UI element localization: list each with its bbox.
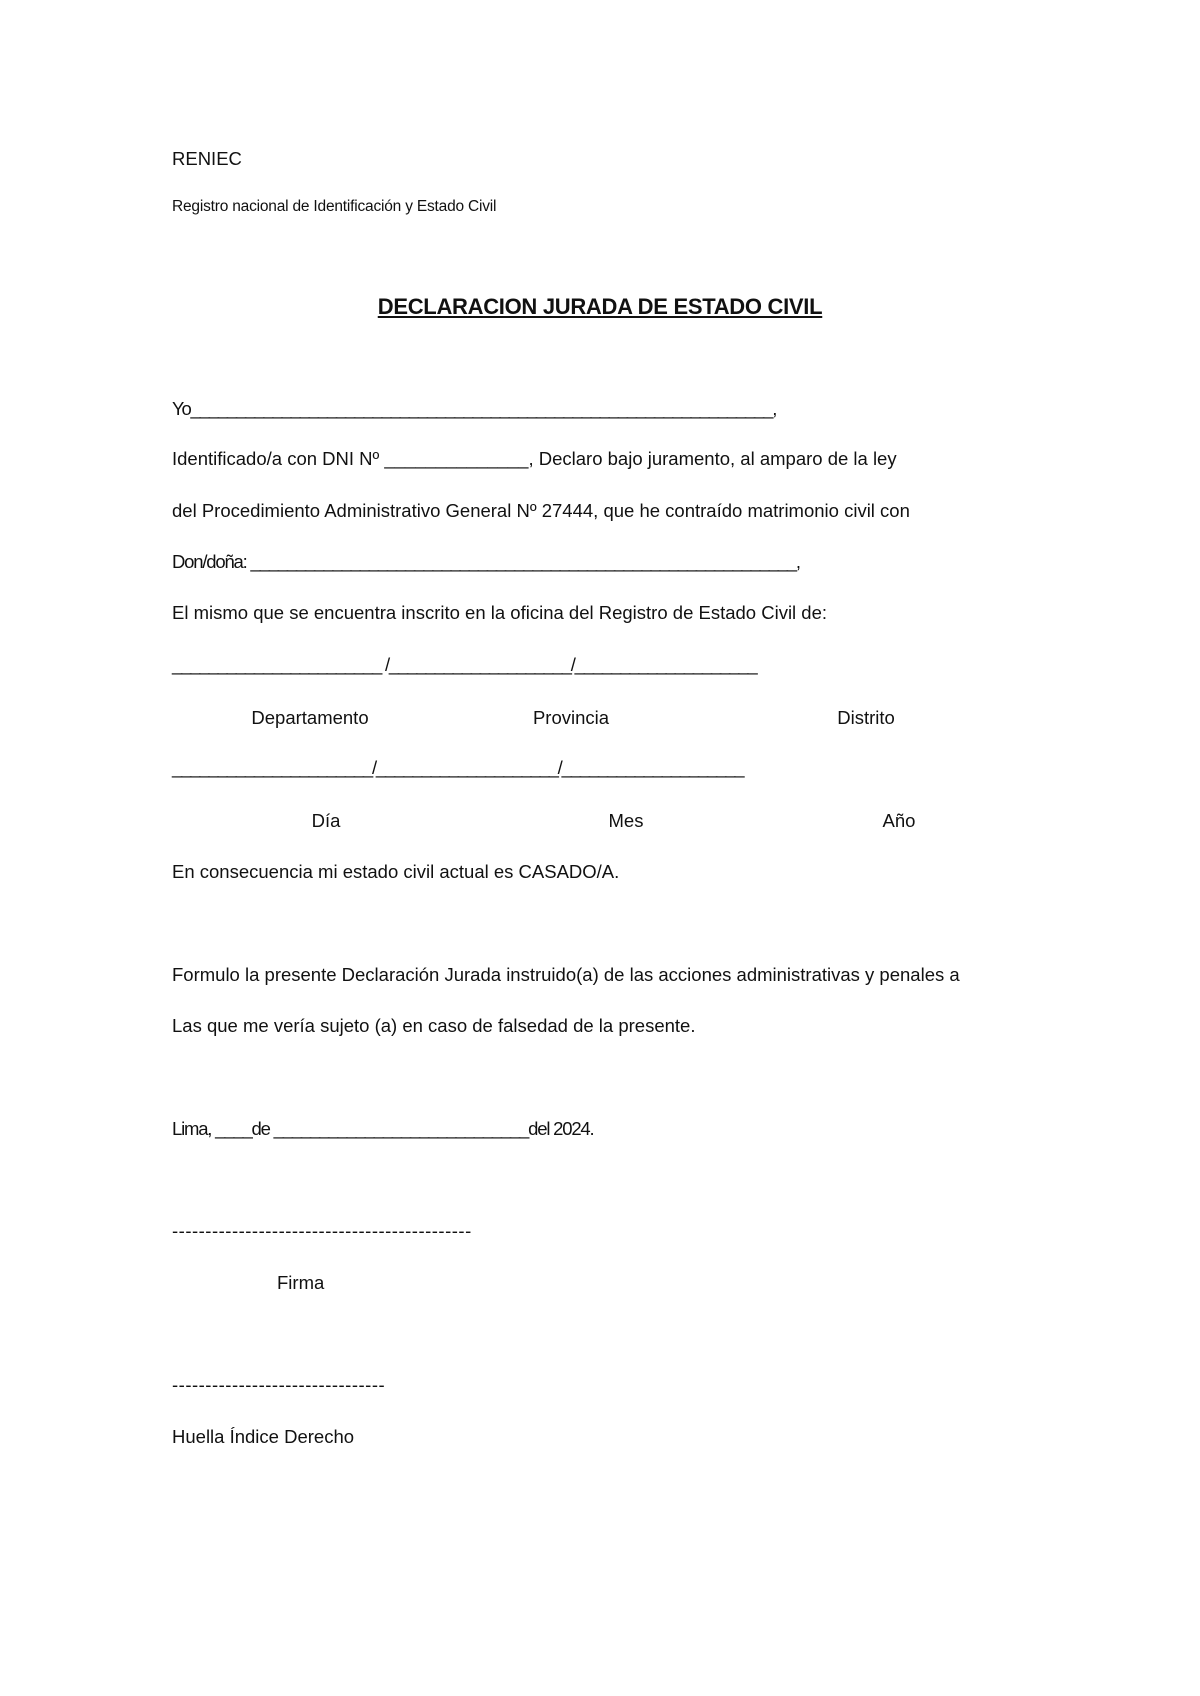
line-formulo-2: Las que me vería sujeto (a) en caso de falsedad de la presente. <box>172 1015 696 1036</box>
line-don: Don/doña: ____________________________________________________________, <box>172 551 800 572</box>
line-ley: del Procedimiento Administrativo General Nº 27444, que he contraído matrimonio civil con <box>172 500 910 521</box>
huella-line: -------------------------------- <box>172 1374 386 1395</box>
line-yo: Yo________________________________________________________________, <box>172 398 777 419</box>
org-name: RENIEC <box>172 148 242 169</box>
label-departamento: Departamento <box>251 707 369 728</box>
location-blanks: _______________________ /____________________/____________________ <box>172 654 757 675</box>
org-full-name: Registro nacional de Identificación y Estado Civil <box>172 198 497 215</box>
date-blanks: ______________________/____________________/____________________ <box>172 757 744 778</box>
firma-label: Firma <box>277 1272 325 1293</box>
line-dni: Identificado/a con DNI Nº ______________, Declaro bajo juramento, al amparo de la ley <box>172 448 897 469</box>
line-inscrito: El mismo que se encuentra inscrito en la oficina del Registro de Estado Civil de: <box>172 602 828 623</box>
line-lima-date: Lima, ____de ____________________________del 2024. <box>172 1118 594 1139</box>
label-provincia: Provincia <box>532 707 610 728</box>
line-formulo-1: Formulo la presente Declaración Jurada instruido(a) de las acciones administrativas y penales a <box>172 964 960 985</box>
label-dia: Día <box>311 810 341 831</box>
line-consecuencia: En consecuencia mi estado civil actual es CASADO/A. <box>172 861 620 882</box>
document-title: DECLARACION JURADA DE ESTADO CIVIL <box>377 294 823 319</box>
label-mes: Mes <box>608 810 644 831</box>
firma-line: --------------------------------------------- <box>172 1220 472 1241</box>
label-anio: Año <box>882 810 916 831</box>
huella-label: Huella Índice Derecho <box>172 1426 355 1447</box>
label-distrito: Distrito <box>837 707 895 728</box>
